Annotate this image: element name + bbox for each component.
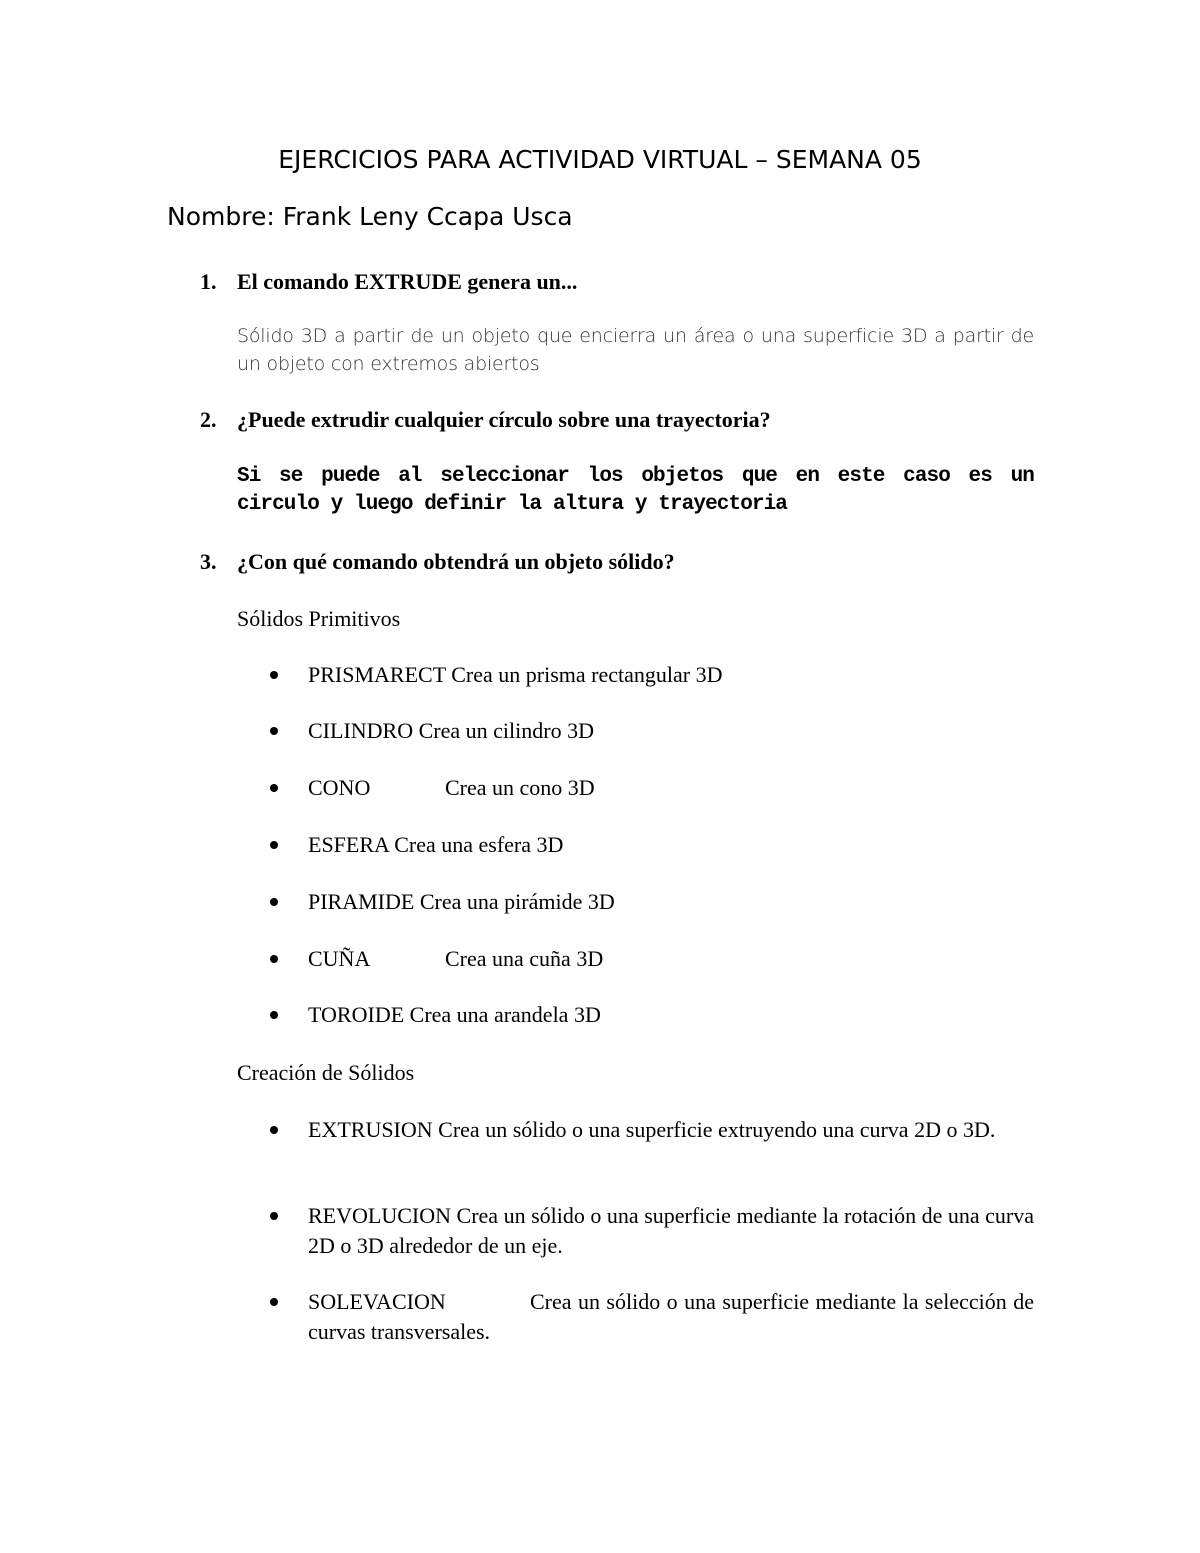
question-2 <box>200 406 771 434</box>
command-description: Crea una cuña 3D <box>445 946 604 971</box>
bullet-icon <box>270 1298 278 1306</box>
command-description: Crea un cono 3D <box>445 775 595 800</box>
bullet-icon <box>270 1212 278 1220</box>
bullet-icon <box>270 1126 278 1134</box>
list-item <box>270 1287 1034 1347</box>
section-heading-creacion: Creación de Sólidos <box>237 1060 415 1085</box>
command-name: SOLEVACION <box>308 1289 446 1314</box>
list-item <box>270 1201 1034 1261</box>
question-1-text: El comando EXTRUDE genera un... <box>237 269 578 294</box>
command-name: CONO <box>308 775 371 800</box>
question-2-text: ¿Puede extrudir cualquier círculo sobre una trayectoria? <box>237 407 771 432</box>
bullet-icon <box>270 671 278 679</box>
document-title: EJERCICIOS PARA ACTIVIDAD VIRTUAL – SEMANA 05 <box>278 145 922 174</box>
question-2-number: 2. <box>200 407 217 432</box>
command-description: Crea un sólido o una superficie mediante la selección de curvas transversales. <box>308 1289 1034 1344</box>
command-name: PRISMARECT <box>308 662 446 687</box>
list-item <box>270 887 1034 917</box>
command-name: CILINDRO <box>308 718 414 743</box>
bullet-icon <box>270 1011 278 1019</box>
list-item <box>270 830 1034 860</box>
command-description: Crea una pirámide 3D <box>419 889 615 914</box>
command-description: Crea una esfera 3D <box>394 832 564 857</box>
question-3-number: 3. <box>200 549 217 574</box>
student-name: Nombre: Frank Leny Ccapa Usca <box>167 202 573 231</box>
list-item <box>270 716 1034 746</box>
list-item <box>270 1000 1034 1030</box>
answer-2: Si se puede al seleccionar los objetos que en este caso es un circulo y luego definir la altura y trayectoria <box>237 465 1034 516</box>
command-name: ESFERA <box>308 832 389 857</box>
question-1-number: 1. <box>200 269 217 294</box>
command-name: PIRAMIDE <box>308 889 415 914</box>
command-description: Crea un prisma rectangular 3D <box>451 662 723 687</box>
question-1 <box>200 268 577 296</box>
list-item <box>270 773 1034 803</box>
list-item <box>270 944 1034 974</box>
list-item <box>270 660 1034 690</box>
bullet-icon <box>270 841 278 849</box>
command-name: EXTRUSION <box>308 1117 433 1142</box>
command-description: Crea un sólido o una superficie mediante la rotación de una curva 2D o 3D alrededor de un eje. <box>308 1203 1035 1258</box>
question-3 <box>200 548 675 576</box>
bullet-icon <box>270 784 278 792</box>
answer-1: Sólido 3D a partir de un objeto que encierra un área o una superficie 3D a partir de un objeto con extremos abiertos <box>237 325 1034 375</box>
command-name: REVOLUCION <box>308 1203 451 1228</box>
command-name: TOROIDE <box>308 1002 405 1027</box>
command-description: Crea una arandela 3D <box>409 1002 601 1027</box>
bullet-icon <box>270 955 278 963</box>
bullet-icon <box>270 898 278 906</box>
section-heading-primitivos: Sólidos Primitivos <box>237 606 401 631</box>
command-description: Crea un sólido o una superficie extruyendo una curva 2D o 3D. <box>438 1117 996 1142</box>
command-name: CUÑA <box>308 946 371 971</box>
list-item <box>270 1115 1034 1145</box>
command-description: Crea un cilindro 3D <box>418 718 594 743</box>
bullet-icon <box>270 727 278 735</box>
question-3-text: ¿Con qué comando obtendrá un objeto sólido? <box>237 549 675 574</box>
